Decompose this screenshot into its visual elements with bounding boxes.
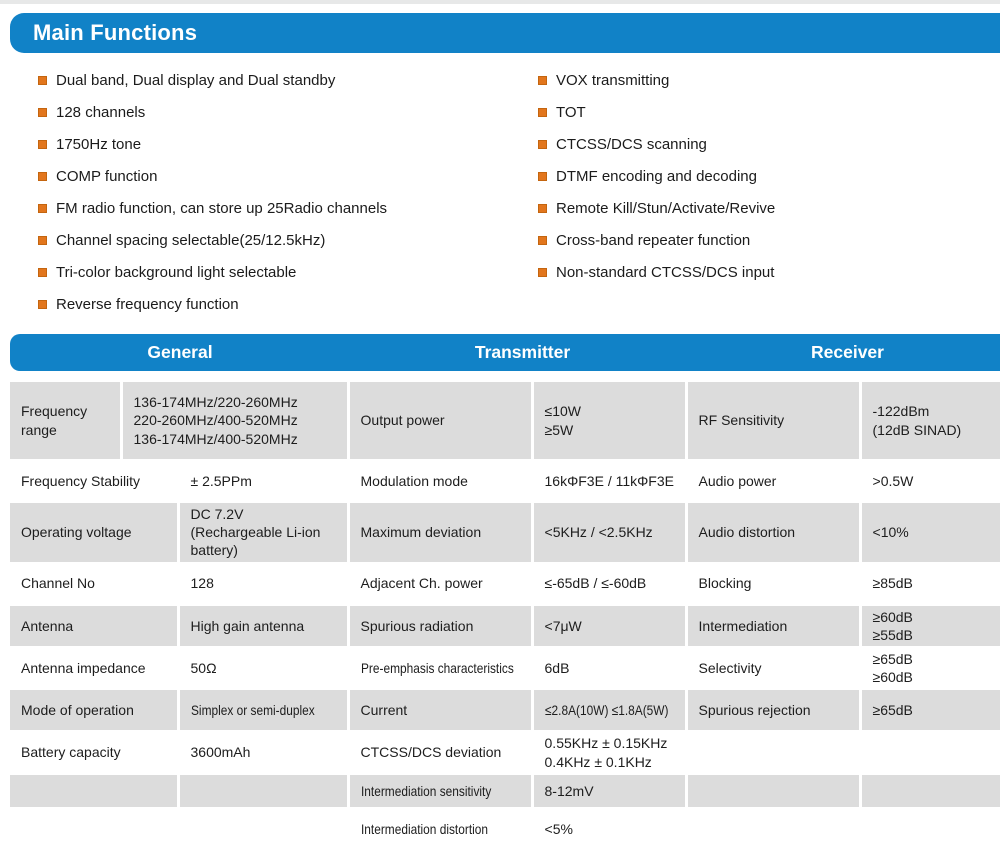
bullet-square-icon xyxy=(538,172,547,181)
receiver-label: Spurious rejection xyxy=(686,689,860,731)
bullet-square-icon xyxy=(38,300,47,309)
receiver-label xyxy=(686,774,860,808)
feature-label: 1750Hz tone xyxy=(56,135,142,153)
transmitter-label: CTCSS/DCS deviation xyxy=(348,731,532,773)
features-right xyxy=(538,64,775,288)
bullet-square-icon xyxy=(38,204,47,213)
receiver-label xyxy=(686,808,860,841)
feature-item xyxy=(38,128,387,160)
spec-row xyxy=(10,502,1000,563)
transmitter-label: Intermediation distortion xyxy=(348,808,532,841)
feature-label: Dual band, Dual display and Dual standby xyxy=(56,71,336,89)
spec-row xyxy=(10,460,1000,502)
feature-item xyxy=(38,64,387,96)
feature-item xyxy=(538,192,775,224)
section-header-receiver: Receiver xyxy=(811,342,884,362)
top-divider xyxy=(0,0,1000,4)
receiver-label: Selectivity xyxy=(686,647,860,689)
transmitter-value: ≤10W ≥5W xyxy=(532,382,686,460)
spec-table xyxy=(10,382,1000,841)
bullet-square-icon xyxy=(538,140,547,149)
receiver-value: ≥60dB ≥55dB xyxy=(860,605,1000,647)
transmitter-value: 6dB xyxy=(532,647,686,689)
feature-item xyxy=(538,160,775,192)
bullet-square-icon xyxy=(538,236,547,245)
feature-label: VOX transmitting xyxy=(556,71,670,89)
spec-row xyxy=(10,647,1000,689)
transmitter-label: Current xyxy=(348,689,532,731)
transmitter-value: 8-12mV xyxy=(532,774,686,808)
receiver-value: <10% xyxy=(860,502,1000,563)
transmitter-value: 16kΦF3E / 11kΦF3E xyxy=(532,460,686,502)
feature-label: CTCSS/DCS scanning xyxy=(556,135,707,153)
receiver-value: -122dBm (12dB SINAD) xyxy=(860,382,1000,460)
general-value: DC 7.2V (Rechargeable Li-ion battery) xyxy=(178,502,348,563)
general-label: Mode of operation xyxy=(10,689,178,731)
general-value: High gain antenna xyxy=(178,605,348,647)
bullet-square-icon xyxy=(38,140,47,149)
general-label: Channel No xyxy=(10,563,178,605)
feature-item xyxy=(38,192,387,224)
receiver-value: ≥85dB xyxy=(860,563,1000,605)
general-value: 128 xyxy=(178,563,348,605)
bullet-square-icon xyxy=(38,236,47,245)
transmitter-label: Maximum deviation xyxy=(348,502,532,563)
bullet-square-icon xyxy=(538,76,547,85)
features-section xyxy=(0,64,1000,326)
spec-row xyxy=(10,808,1000,841)
feature-label: COMP function xyxy=(56,167,158,185)
general-value: 136-174MHz/220-260MHz 220-260MHz/400-520MHz 136-174MHz/400-520MHz xyxy=(121,382,348,460)
feature-label: Non-standard CTCSS/DCS input xyxy=(556,263,775,281)
general-label: Antenna impedance xyxy=(10,647,178,689)
receiver-value: >0.5W xyxy=(860,460,1000,502)
transmitter-value: ≤2.8A(10W) ≤1.8A(5W) xyxy=(532,689,686,731)
general-label: Operating voltage xyxy=(10,502,178,563)
general-label: Frequency range xyxy=(10,382,121,460)
transmitter-label: Adjacent Ch. power xyxy=(348,563,532,605)
bullet-square-icon xyxy=(38,268,47,277)
receiver-label: Blocking xyxy=(686,563,860,605)
transmitter-value: <5% xyxy=(532,808,686,841)
general-label: Antenna xyxy=(10,605,178,647)
transmitter-value: 0.55KHz ± 0.15KHz 0.4KHz ± 0.1KHz xyxy=(532,731,686,773)
transmitter-label: Spurious radiation xyxy=(348,605,532,647)
feature-item xyxy=(38,256,387,288)
bullet-square-icon xyxy=(538,204,547,213)
page-title: Main Functions xyxy=(33,20,198,45)
general-label: Frequency Stability xyxy=(10,460,178,502)
feature-item xyxy=(38,224,387,256)
receiver-label: Audio distortion xyxy=(686,502,860,563)
spec-row xyxy=(10,731,1000,773)
feature-item xyxy=(38,288,387,320)
section-header-general: General xyxy=(147,342,213,362)
feature-label: DTMF encoding and decoding xyxy=(556,167,757,185)
transmitter-value: <5KHz / <2.5KHz xyxy=(532,502,686,563)
feature-item xyxy=(38,160,387,192)
spec-row xyxy=(10,382,1000,460)
receiver-value: ≥65dB ≥60dB xyxy=(860,647,1000,689)
feature-label: 128 channels xyxy=(56,103,146,121)
transmitter-label: Modulation mode xyxy=(348,460,532,502)
general-value: ± 2.5PPm xyxy=(178,460,348,502)
receiver-value: ≥65dB xyxy=(860,689,1000,731)
spec-row xyxy=(10,774,1000,808)
feature-label: Channel spacing selectable(25/12.5kHz) xyxy=(56,231,326,249)
feature-label: TOT xyxy=(556,103,586,121)
general-value: 3600mAh xyxy=(178,731,348,773)
transmitter-value: ≤-65dB / ≤-60dB xyxy=(532,563,686,605)
transmitter-label: Pre-emphasis characteristics xyxy=(348,647,532,689)
feature-item xyxy=(538,64,775,96)
receiver-value xyxy=(860,808,1000,841)
receiver-value xyxy=(860,774,1000,808)
bullet-square-icon xyxy=(538,108,547,117)
features-left xyxy=(38,64,387,320)
transmitter-value: <7μW xyxy=(532,605,686,647)
general-label: Battery capacity xyxy=(10,731,178,773)
spec-row xyxy=(10,605,1000,647)
feature-item xyxy=(38,96,387,128)
receiver-label xyxy=(686,731,860,773)
general-value: 50Ω xyxy=(178,647,348,689)
main-functions-header-bar xyxy=(10,13,1000,53)
spec-table-header-bar xyxy=(10,334,1000,371)
transmitter-label: Intermediation sensitivity xyxy=(348,774,532,808)
spec-row xyxy=(10,689,1000,731)
general-value xyxy=(178,808,348,841)
feature-item xyxy=(538,224,775,256)
bullet-square-icon xyxy=(38,76,47,85)
transmitter-label: Output power xyxy=(348,382,532,460)
receiver-value xyxy=(860,731,1000,773)
general-value: Simplex or semi-duplex xyxy=(178,689,348,731)
spec-row xyxy=(10,563,1000,605)
feature-label: Reverse frequency function xyxy=(56,295,239,313)
receiver-label: Intermediation xyxy=(686,605,860,647)
feature-item xyxy=(538,128,775,160)
feature-label: Tri-color background light selectable xyxy=(56,263,297,281)
feature-label: Cross-band repeater function xyxy=(556,231,751,249)
feature-item xyxy=(538,256,775,288)
general-label xyxy=(10,808,178,841)
receiver-label: RF Sensitivity xyxy=(686,382,860,460)
general-label xyxy=(10,774,178,808)
bullet-square-icon xyxy=(538,268,547,277)
spec-table-body xyxy=(10,382,1000,841)
bullet-square-icon xyxy=(38,108,47,117)
bullet-square-icon xyxy=(38,172,47,181)
general-value xyxy=(178,774,348,808)
feature-item xyxy=(538,96,775,128)
receiver-label: Audio power xyxy=(686,460,860,502)
feature-label: FM radio function, can store up 25Radio channels xyxy=(56,199,388,217)
section-header-transmitter: Transmitter xyxy=(474,342,571,362)
feature-label: Remote Kill/Stun/Activate/Revive xyxy=(556,199,776,217)
